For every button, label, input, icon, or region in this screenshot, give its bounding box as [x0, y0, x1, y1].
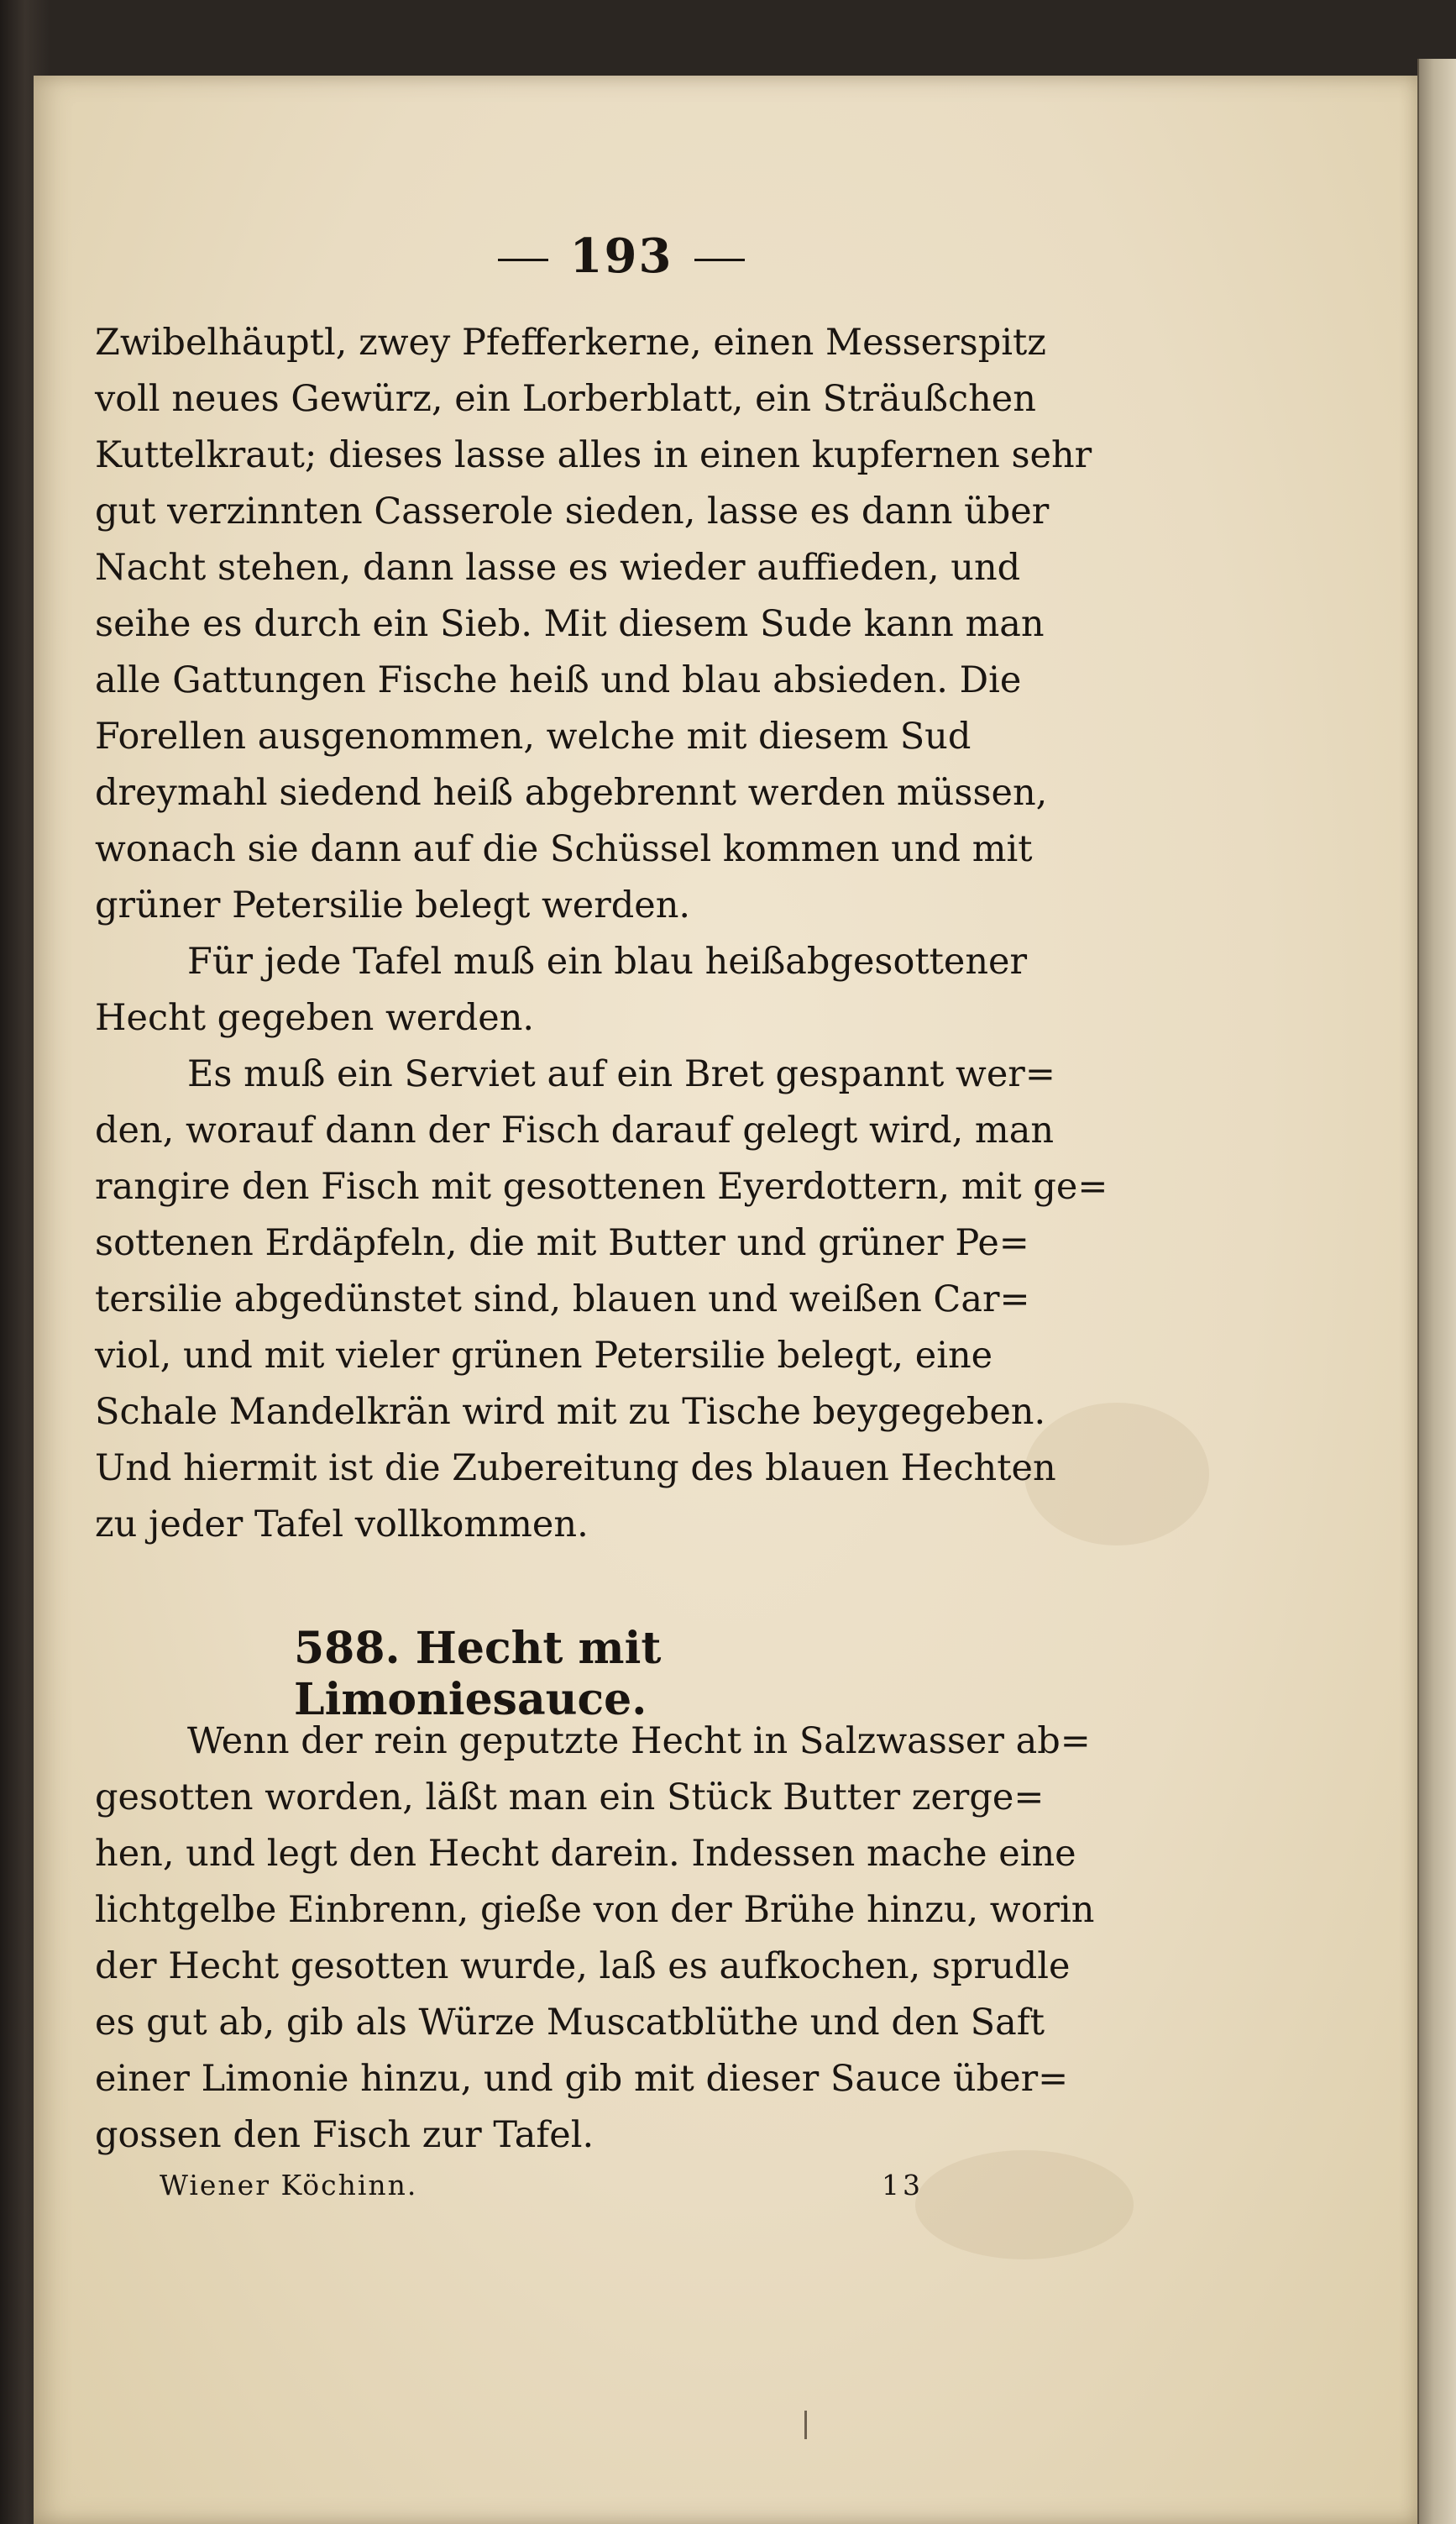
paragraph	[95, 1713, 1165, 2164]
text-line: Nacht stehen, dann lasse es wieder auffieden, und	[95, 547, 1021, 589]
text-line: Für jede Tafel muß ein blau heißabgesottener	[187, 941, 1028, 983]
text-line: Hecht gegeben werden.	[95, 997, 535, 1039]
text-line: wonach sie dann auf die Schüssel kommen und mit	[95, 828, 1033, 870]
text-line: Schale Mandelkrän wird mit zu Tische beygegeben.	[95, 1391, 1046, 1433]
text-line: Wenn der rein geputzte Hecht in Salzwasser ab=	[187, 1720, 1091, 1762]
text-line: Und hiermit ist die Zubereitung des blauen Hechten	[95, 1447, 1056, 1489]
header-ornament-right	[694, 259, 745, 261]
footer-book-title: Wiener Köchinn.	[160, 2169, 418, 2201]
text-line: Es muß ein Serviet auf ein Bret gespannt wer=	[187, 1053, 1055, 1095]
text-line: tersilie abgedünstet sind, blauen und weißen Car=	[95, 1278, 1030, 1320]
text-line: dreymahl siedend heiß abgebrennt werden müssen,	[95, 772, 1048, 814]
text-line: lichtgelbe Einbrenn, gieße von der Brühe hinzu, worin	[95, 1889, 1095, 1931]
gutter-mark	[804, 2411, 807, 2439]
text-line: voll neues Gewürz, ein Lorberblatt, ein Sträußchen	[95, 378, 1036, 420]
page-footer	[160, 2169, 999, 2201]
text-line: Kuttelkraut; dieses lasse alles in einen kupfernen sehr	[95, 434, 1092, 476]
section-heading: 588. Hecht mit Limoniesauce.	[294, 1623, 662, 1725]
paper-stain	[915, 2150, 1134, 2259]
text-line: den, worauf dann der Fisch darauf gelegt wird, man	[95, 1110, 1055, 1152]
text-line: Zwibelhäuptl, zwey Pfefferkerne, einen Messerspitz	[95, 322, 1046, 364]
paragraph	[95, 934, 1165, 1047]
text-line: es gut ab, gib als Würze Muscatblüthe und den Saft	[95, 2002, 1045, 2044]
text-line: grüner Petersilie belegt werden.	[95, 884, 691, 926]
page-header	[453, 228, 789, 284]
paragraph	[95, 315, 1165, 934]
text-line: hen, und legt den Hecht darein. Indessen mache eine	[95, 1833, 1076, 1875]
signature-mark: 13	[882, 2169, 924, 2201]
text-line: der Hecht gesotten wurde, laß es aufkochen, sprudle	[95, 1945, 1071, 1987]
body-text-bottom	[95, 1713, 1165, 2164]
body-text-top	[95, 315, 1165, 1553]
text-line: gut verzinnten Casserole sieden, lasse es dann über	[95, 491, 1050, 533]
text-line: Forellen ausgenommen, welche mit diesem Sud	[95, 716, 972, 758]
text-line: rangire den Fisch mit gesottenen Eyerdottern, mit ge=	[95, 1166, 1108, 1208]
text-line: gesotten worden, läßt man ein Stück Butter zerge=	[95, 1776, 1045, 1818]
text-line: viol, und mit vieler grünen Petersilie belegt, eine	[95, 1335, 993, 1377]
page-edge	[1417, 59, 1456, 2524]
header-ornament-left	[498, 259, 548, 261]
text-line: sottenen Erdäpfeln, die mit Butter und grüner Pe=	[95, 1222, 1029, 1264]
text-line: einer Limonie hinzu, und gib mit dieser Sauce über=	[95, 2058, 1069, 2100]
paragraph	[95, 1047, 1165, 1553]
page-number: 193	[569, 228, 673, 284]
text-line: gossen den Fisch zur Tafel.	[95, 2114, 594, 2156]
text-line: zu jeder Tafel vollkommen.	[95, 1503, 589, 1545]
text-line: alle Gattungen Fische heiß und blau absieden. Die	[95, 659, 1022, 701]
text-line: seihe es durch ein Sieb. Mit diesem Sude kann man	[95, 603, 1045, 645]
